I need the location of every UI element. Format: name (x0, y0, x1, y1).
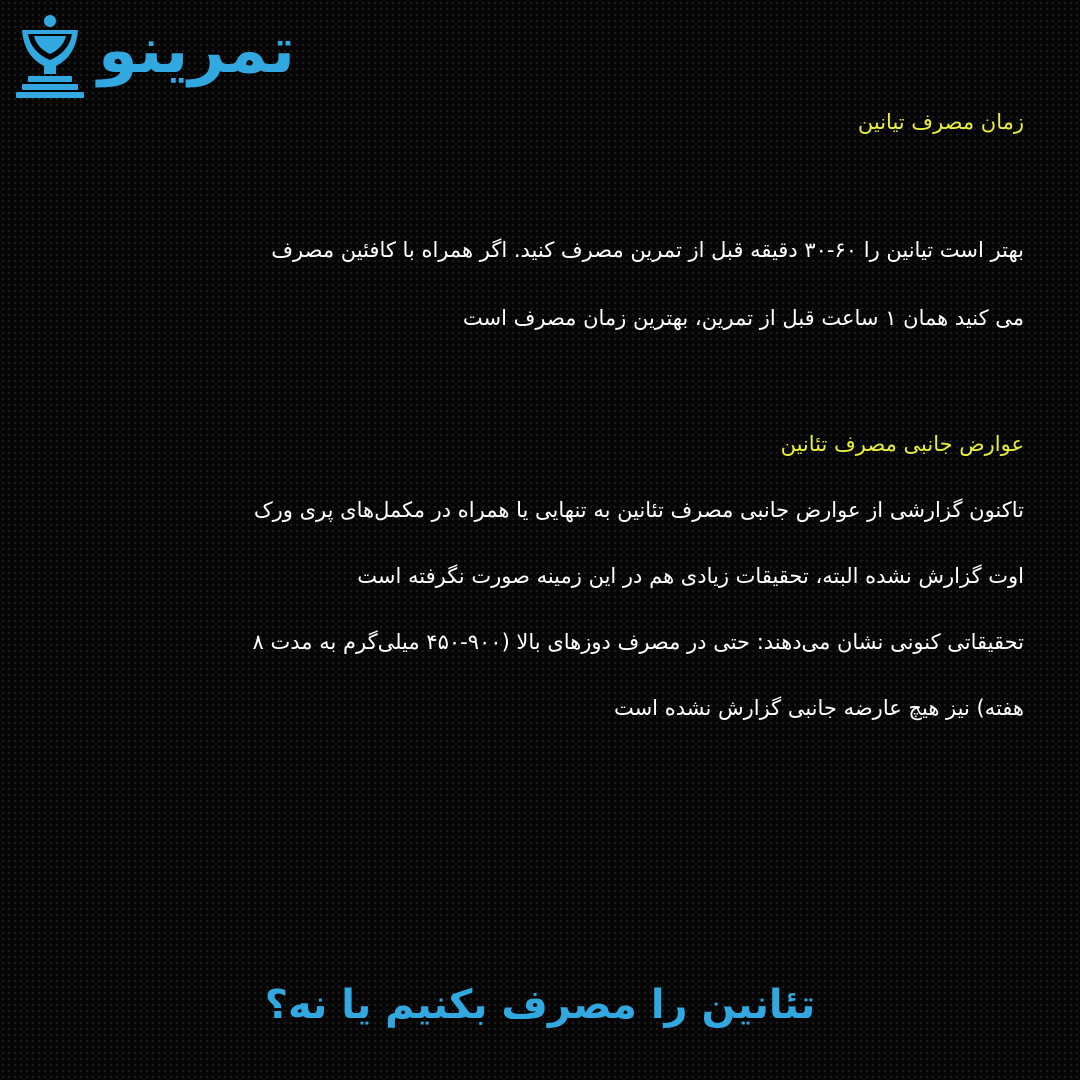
paragraph-line: اوت گزارش نشده البته، تحقیقات زیادی هم در این زمینه صورت نگرفته است (357, 564, 1024, 588)
paragraph-line: هفته) نیز هیچ عارضه جانبی گزارش نشده است (613, 696, 1024, 720)
paragraph-line: می کنید همان ۱ ساعت قبل از تمرین، بهترین زمان مصرف است (462, 306, 1024, 330)
paragraph-line: تحقیقاتی کنونی نشان می‌دهند: حتی در مصرف دوزهای بالا (۹۰۰-۴۵۰ میلی‌گرم به مدت ۸ (252, 630, 1024, 654)
paragraph-line: تاکنون گزارشی از عوارض جانبی مصرف تئانین به تنهایی یا همراه در مکمل‌های پری ورک (253, 498, 1024, 522)
brand-logo (14, 6, 444, 102)
section-heading-side-effects: عوارض جانبی مصرف تئانین (780, 432, 1024, 456)
footer-title: تئانین را مصرف بکنیم یا نه؟ (264, 982, 816, 1028)
section-heading-consumption-time: زمان مصرف تیانین (857, 110, 1024, 134)
brand-logo-text: تمرینو (98, 14, 296, 88)
wine-glass-trophy-icon (14, 12, 86, 100)
paragraph-line: بهتر است تیانین را ۶۰-۳۰ دقیقه قبل از تمرین مصرف کنید. اگر همراه با کافئین مصرف (271, 238, 1024, 262)
